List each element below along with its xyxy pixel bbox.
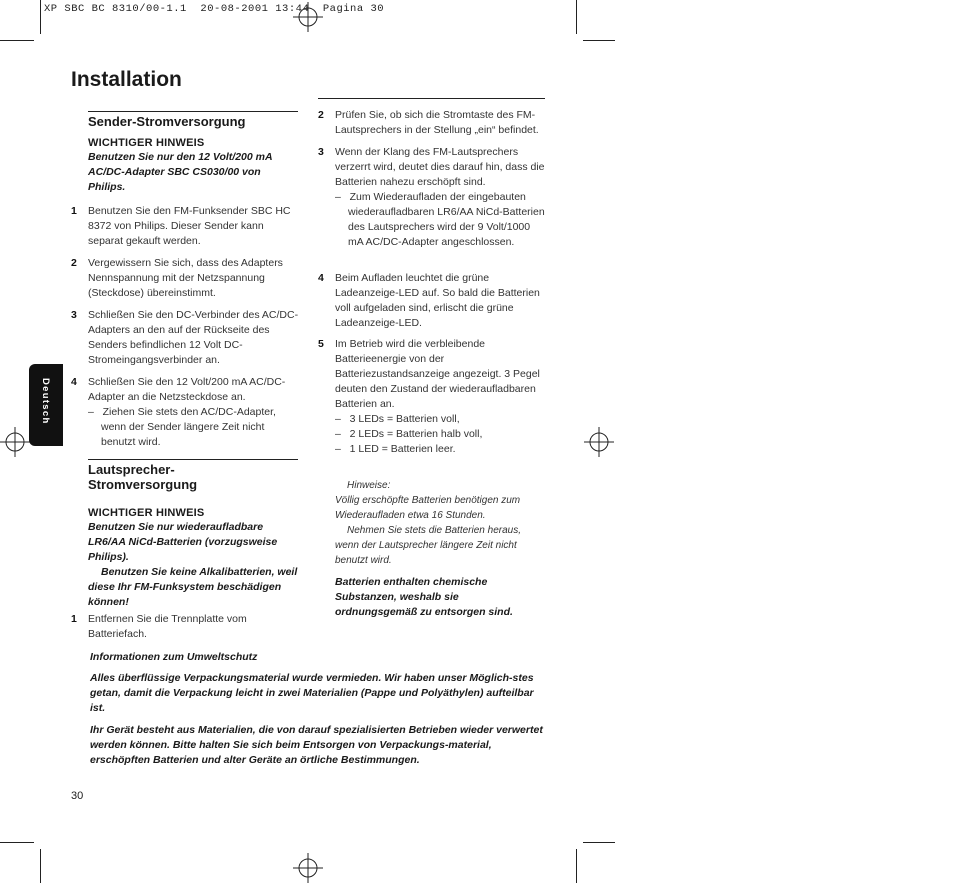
step-number: 3	[318, 146, 324, 158]
section-heading: Sender-Stromversorgung	[88, 114, 246, 129]
environment-text: Ihr Gerät besteht aus Materialien, die von darauf spezialisierten Betrieben wieder verwertet werden können. Bitte halten Sie sich beim Entsorgen von Verpackungs-material, erschöpften Batterien und alter Geräte an örtliche Bestimmungen.	[90, 724, 543, 766]
notice-text: Benutzen Sie nur den 12 Volt/200 mA AC/DC-Adapter SBC CS030/00 von Philips.	[88, 151, 273, 193]
sub-item-text: 3 LEDs = Batterien voll,	[349, 413, 460, 425]
crop-mark-tr-v	[576, 0, 577, 34]
crop-mark-br-h	[583, 842, 615, 843]
step-text: Vergewissern Sie sich, dass des Adapters Nennspannung mit der Netzspannung (Steckdose) übereinstimmt.	[88, 257, 283, 299]
rule-mid-left	[88, 459, 298, 460]
hints-block	[335, 478, 547, 568]
step-text: Im Betrieb wird die verbleibende Batterieenergie von der Batteriezustandsanzeige angezeigt. 3 Pegel deuten den Zustand der wiederaufladbaren Batterien an.	[335, 338, 540, 410]
notice-title: WICHTIGER HINWEIS	[88, 137, 205, 149]
step-text: Wenn der Klang des FM-Lautsprechers verzerrt wird, deutet dies darauf hin, dass die Batterien nahezu erschöpft sind.	[335, 146, 545, 188]
hint-text: Nehmen Sie stets die Batterien heraus, wenn der Lautsprecher längere Zeit nicht benutzt wird.	[335, 525, 521, 566]
crop-mark-bl-h	[0, 842, 34, 843]
step-number: 2	[71, 257, 77, 269]
step-number: 5	[318, 338, 324, 350]
language-tab-label: Deutsch	[40, 378, 51, 425]
notice-title: WICHTIGER HINWEIS	[88, 507, 205, 519]
hints-title: Hinweise:	[347, 480, 391, 491]
crop-mark-tl-v	[40, 0, 41, 34]
step-text: Schließen Sie den DC-Verbinder des AC/DC-Adapters an den auf der Rückseite des Senders befindlichen 12 Volt DC-Stromeingangsverbinder an.	[88, 309, 299, 366]
step-text: Entfernen Sie die Trennplatte vom Batteriefach.	[88, 613, 247, 640]
section-speaker-power	[88, 462, 300, 610]
list-item	[71, 204, 300, 249]
registration-mark-right-icon	[584, 427, 614, 457]
step-number: 4	[318, 272, 324, 284]
step-number: 2	[318, 109, 324, 121]
registration-mark-bottom-icon	[293, 853, 323, 883]
sub-item: – Zum Wiederaufladen der eingebauten wiederaufladbaren LR6/AA NiCd-Batterien des Lautsprechers wird der 9 Volt/1000 mA AC/DC-Adapter angeschlossen.	[335, 191, 545, 248]
list-item	[318, 337, 547, 457]
list-item	[318, 271, 547, 331]
step-text: Benutzen Sie den FM-Funksender SBC HC 8372 von Philips. Dieser Sender kann separat gekauft werden.	[88, 205, 291, 247]
step-text: Prüfen Sie, ob sich die Stromtaste des FM-Lautsprechers in der Stellung „ein“ befindet.	[335, 109, 539, 136]
step-number: 1	[71, 613, 77, 625]
notice-text-warning: Benutzen Sie keine Alkalibatterien, weil diese Ihr FM-Funksystem beschädigen können!	[88, 566, 298, 608]
list-item	[71, 612, 300, 642]
page-number: 30	[71, 790, 84, 802]
crop-mark-tr-h	[583, 40, 615, 41]
crop-mark-bl-v	[40, 849, 41, 883]
step-number: 4	[71, 376, 77, 388]
list-item	[318, 145, 547, 250]
environment-text: Alles überflüssige Verpackungsmaterial wurde vermieden. Wir haben unser Möglich-stes getan, damit die Verpackung leicht in zwei Materialien (Pappe und Polyäthylen) aufteilbar ist.	[90, 672, 534, 714]
step-content	[335, 145, 547, 250]
rule-top-right	[318, 98, 545, 99]
step-text: Schließen Sie den 12 Volt/200 mA AC/DC-Adapter an die Netzsteckdose an.	[88, 376, 286, 403]
page-title: Installation	[71, 68, 182, 91]
sub-item: – Ziehen Sie stets den AC/DC-Adapter, wenn der Sender längere Zeit nicht benutzt wird.	[88, 406, 276, 448]
sub-item-text: Ziehen Sie stets den AC/DC-Adapter, wenn der Sender längere Zeit nicht benutzt wird.	[101, 406, 276, 448]
hint-text: Völlig erschöpfte Batterien benötigen zum Wiederaufladen etwa 16 Stunden.	[335, 495, 521, 521]
step-number: 1	[71, 205, 77, 217]
environment-title: Informationen zum Umweltschutz	[90, 651, 258, 663]
registration-mark-left-icon	[0, 427, 30, 457]
rule-top-left	[88, 111, 298, 112]
step-content	[335, 337, 547, 457]
step-text: Beim Aufladen leuchtet die grüne Ladeanzeige-LED auf. So bald die Batterien voll aufgeladen sind, erlischt die grüne Ladeanzeige-LED.	[335, 272, 540, 329]
list-item	[71, 256, 300, 301]
section-heading-line1: Lautsprecher-	[88, 462, 175, 477]
step-content	[88, 375, 300, 450]
chemical-note: Batterien enthalten chemische Substanzen, weshalb sie ordnungsgemäß zu entsorgen sind.	[335, 576, 513, 618]
list-item	[71, 308, 300, 368]
sub-item: – 3 LEDs = Batterien voll,	[335, 413, 460, 425]
section-heading	[88, 462, 300, 492]
crop-mark-br-v	[576, 849, 577, 883]
sub-item: – 1 LED = Batterien leer.	[335, 443, 456, 455]
list-item	[71, 375, 300, 450]
print-slug: XP SBC BC 8310/00-1.1 20-08-2001 13:44 Pagina 30	[44, 3, 385, 15]
sub-item-text: Zum Wiederaufladen der eingebauten wiederaufladbaren LR6/AA NiCd-Batterien des Lautsprechers wird der 9 Volt/1000 mA AC/DC-Adapter angeschlossen.	[348, 191, 545, 248]
sub-item-text: 2 LEDs = Batterien halb voll,	[349, 428, 483, 440]
section-heading-line2: Stromversorgung	[88, 477, 198, 492]
registration-mark-top-icon	[293, 2, 323, 32]
sub-item: – 2 LEDs = Batterien halb voll,	[335, 428, 483, 440]
crop-mark-tl-h	[0, 40, 34, 41]
notice-text: Benutzen Sie nur wiederaufladbare LR6/AA NiCd-Batterien (vorzugsweise Philips).	[88, 521, 278, 563]
section-sender-power	[88, 114, 300, 195]
sub-item-text: 1 LED = Batterien leer.	[349, 443, 456, 455]
list-item	[318, 108, 547, 138]
step-number: 3	[71, 309, 77, 321]
